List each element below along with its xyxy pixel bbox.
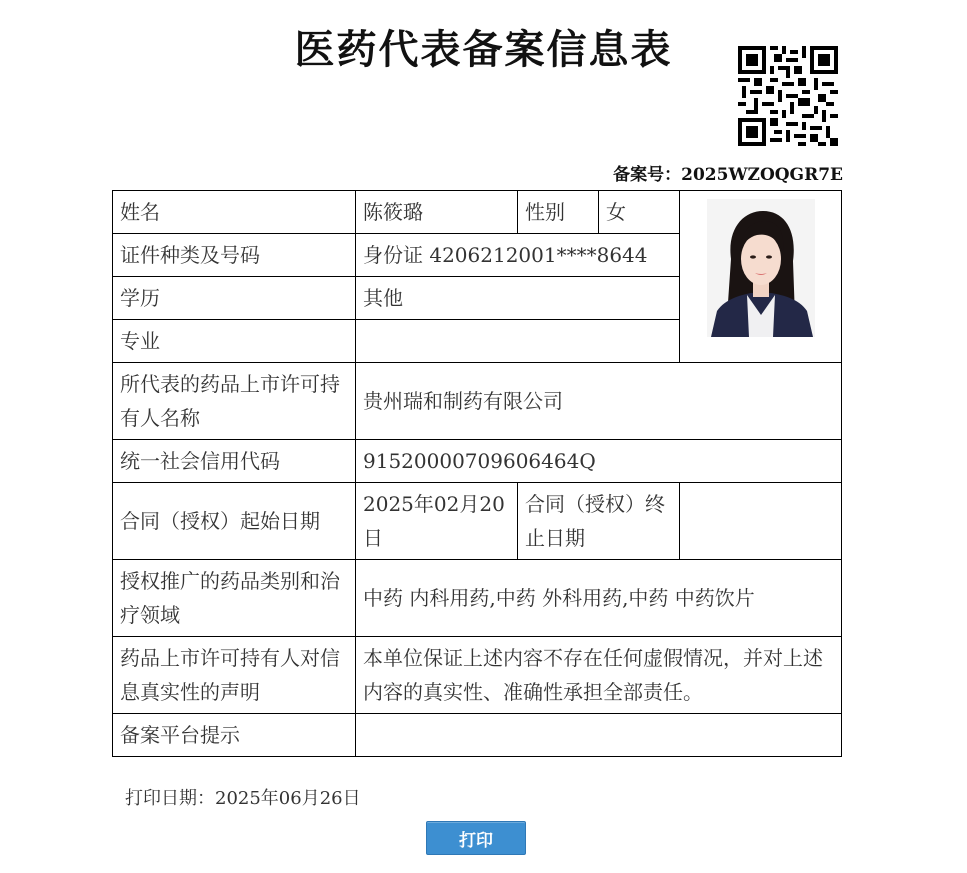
holder-label: 所代表的药品上市许可持有人名称 <box>113 363 356 440</box>
start-date-value: 2025年02月20日 <box>356 483 518 560</box>
major-label: 专业 <box>113 320 356 363</box>
platform-hint-label: 备案平台提示 <box>113 714 356 757</box>
declaration-label: 药品上市许可持有人对信息真实性的声明 <box>113 637 356 714</box>
name-value: 陈筱璐 <box>356 191 518 234</box>
table-row <box>113 714 842 757</box>
declaration-value: 本单位保证上述内容不存在任何虚假情况，并对上述内容的真实性、准确性承担全部责任。 <box>356 637 842 714</box>
id-label: 证件种类及号码 <box>113 234 356 277</box>
table-row <box>113 440 842 483</box>
major-value <box>356 320 680 363</box>
credit-code-value: 91520000709606464Q <box>356 440 842 483</box>
table-row <box>113 637 842 714</box>
category-value: 中药 内科用药,中药 外科用药,中药 中药饮片 <box>356 560 842 637</box>
start-date-label: 合同（授权）起始日期 <box>113 483 356 560</box>
name-label: 姓名 <box>113 191 356 234</box>
id-value: 身份证 4206212001****8644 <box>356 234 680 277</box>
print-button[interactable]: 打印 <box>426 821 526 855</box>
page-title: 医药代表备案信息表 <box>294 26 673 73</box>
person-photo <box>707 199 815 337</box>
gender-value: 女 <box>599 191 680 234</box>
info-table <box>112 190 842 757</box>
credit-code-label: 统一社会信用代码 <box>113 440 356 483</box>
education-label: 学历 <box>113 277 356 320</box>
filing-number: 备案号：2025WZOQGR7E <box>613 165 843 185</box>
qr-code-icon <box>738 46 838 146</box>
education-value: 其他 <box>356 277 680 320</box>
platform-hint-value <box>356 714 842 757</box>
table-row <box>113 363 842 440</box>
category-label: 授权推广的药品类别和治疗领域 <box>113 560 356 637</box>
print-date: 打印日期：2025年06月26日 <box>125 788 361 809</box>
table-row <box>113 560 842 637</box>
holder-value: 贵州瑞和制药有限公司 <box>356 363 842 440</box>
end-date-label: 合同（授权）终止日期 <box>518 483 680 560</box>
table-row <box>113 191 842 234</box>
gender-label: 性别 <box>518 191 599 234</box>
table-row <box>113 483 842 560</box>
photo-cell <box>680 191 842 363</box>
end-date-value <box>680 483 842 560</box>
